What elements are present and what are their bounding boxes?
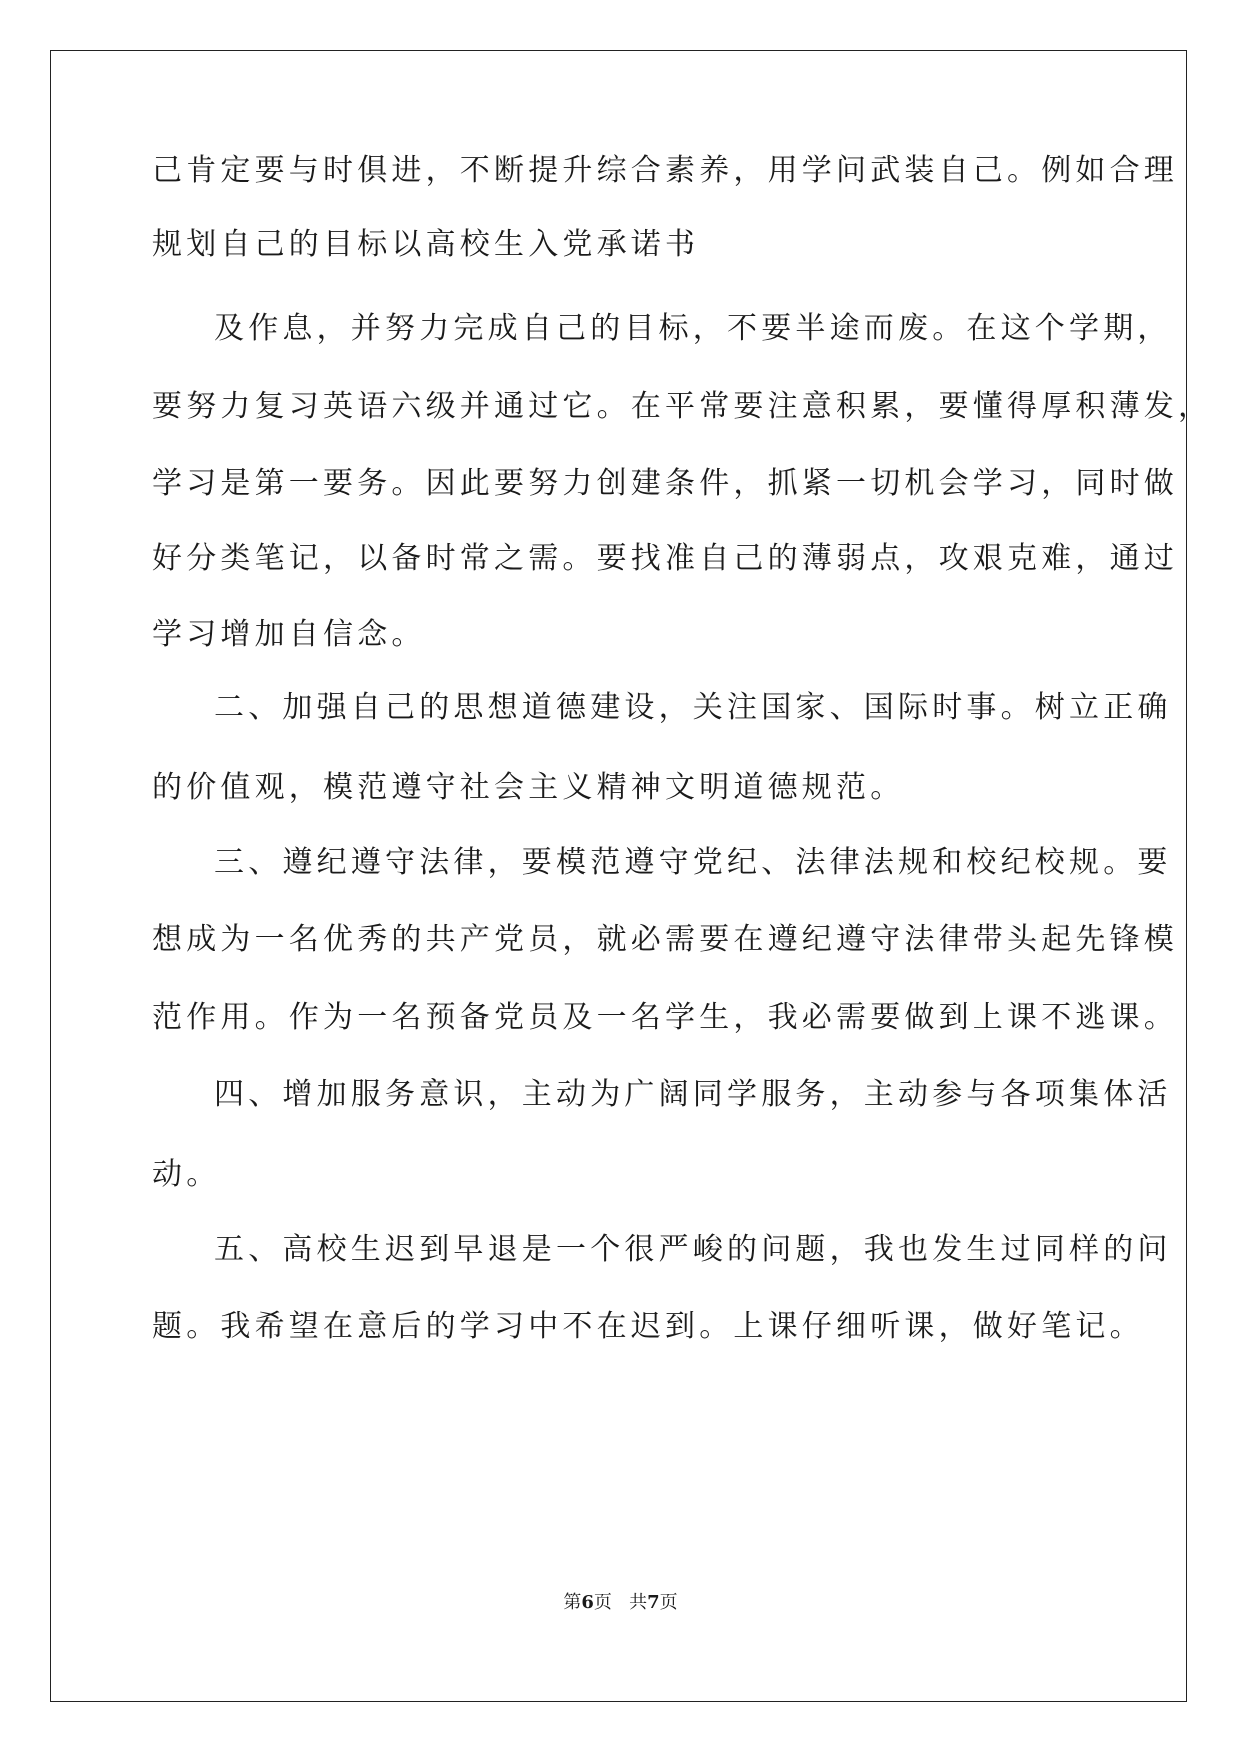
text-line-16: 题。我希望在意后的学习中不在迟到。上课仔细听课，做好笔记。 bbox=[152, 1309, 1144, 1344]
total-suffix: 页 bbox=[659, 1592, 678, 1613]
total-prefix: 共 bbox=[629, 1592, 648, 1613]
text-line-10: 三、遵纪遵守法律，要模范遵守党纪、法律法规和校纪校规。要 bbox=[214, 845, 1172, 880]
text-line-13: 四、增加服务意识，主动为广阔同学服务，主动参与各项集体活 bbox=[214, 1077, 1172, 1112]
text-line-5: 学习是第一要务。因此要努力创建条件，抓紧一切机会学习，同时做 bbox=[152, 466, 1178, 501]
text-line-3: 及作息，并努力完成自己的目标，不要半途而废。在这个学期， bbox=[214, 311, 1172, 346]
total-pages: 7 bbox=[647, 1592, 660, 1613]
text-line-7: 学习增加自信念。 bbox=[152, 617, 426, 652]
text-line-15: 五、高校生迟到早退是一个很严峻的问题，我也发生过同样的问 bbox=[214, 1232, 1172, 1267]
text-line-1: 己肯定要与时俱进，不断提升综合素养，用学问武装自己。例如合理 bbox=[152, 153, 1178, 188]
text-line-14: 动。 bbox=[152, 1157, 221, 1192]
page-suffix: 页 bbox=[593, 1592, 612, 1613]
text-line-2: 规划自己的目标以高校生入党承诺书 bbox=[152, 227, 700, 262]
text-line-8: 二、加强自己的思想道德建设，关注国家、国际时事。树立正确 bbox=[214, 690, 1172, 725]
text-line-12: 范作用。作为一名预备党员及一名学生，我必需要做到上课不逃课。 bbox=[152, 1000, 1178, 1035]
page-footer bbox=[0, 1588, 1241, 1614]
text-line-11: 想成为一名优秀的共产党员，就必需要在遵纪遵守法律带头起先锋模 bbox=[152, 922, 1178, 957]
text-line-6: 好分类笔记，以备时常之需。要找准自己的薄弱点，攻艰克难，通过 bbox=[152, 541, 1178, 576]
page-number: 6 bbox=[581, 1592, 594, 1613]
text-line-4: 要努力复习英语六级并通过它。在平常要注意积累，要懂得厚积薄发， bbox=[152, 389, 1213, 424]
page-prefix: 第 bbox=[563, 1592, 582, 1613]
text-line-9: 的价值观，模范遵守社会主义精神文明道德规范。 bbox=[152, 770, 905, 805]
